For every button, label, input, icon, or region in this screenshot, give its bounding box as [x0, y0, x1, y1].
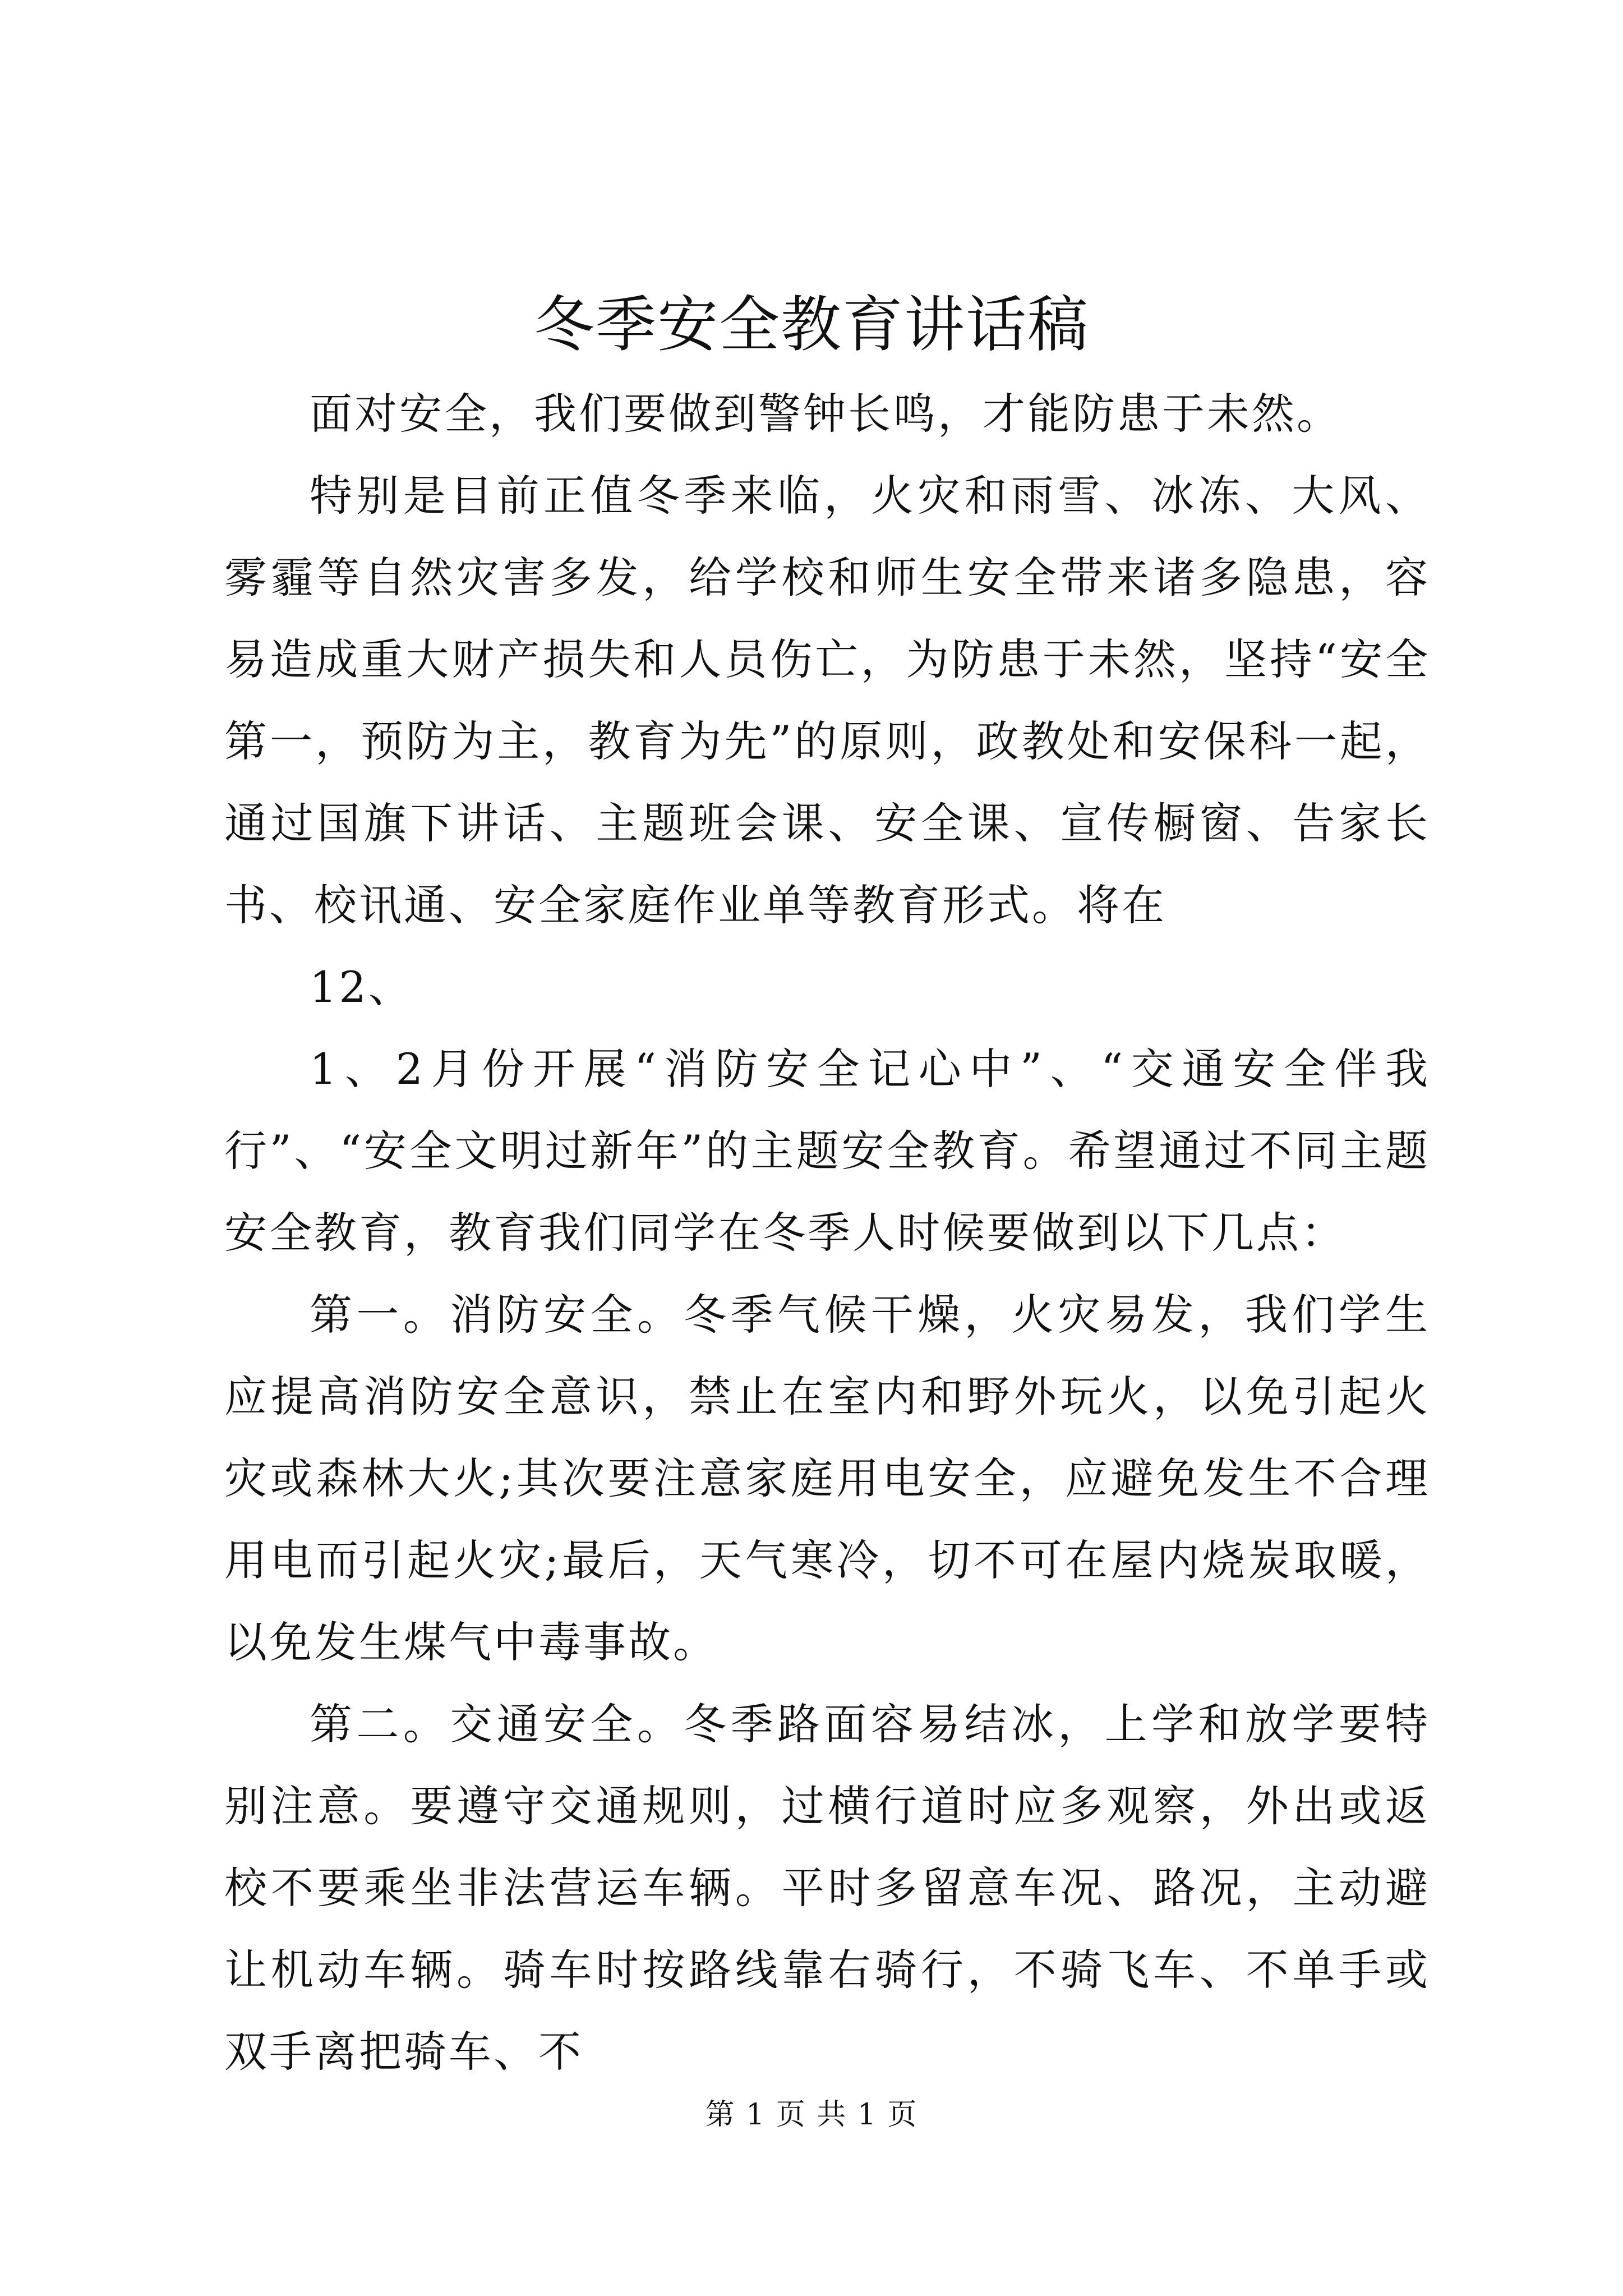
paragraph-background: 特别是目前正值冬季来临，火灾和雨雪、冰冻、大风、雾霾等自然灾害多发，给学校和师生安全带来诸多隐患，容易造成重大财产损失和人员伤亡，为防患于未然，坚持“安全第一，预防为主，教育为先”的原则，政教处和安保科一起，通过国旗下讲话、主题班会课、安全课、宣传橱窗、告家长书、校讯通、安全家庭作业单等教育形式。将在	[224, 471, 1430, 930]
paragraph-intro: 面对安全，我们要做到警钟长鸣，才能防患于未然。	[310, 389, 1341, 439]
document-body	[224, 373, 1430, 2093]
page-footer: 第 1 页 共 1 页	[705, 2098, 918, 2132]
paragraph-fire-safety: 第一。消防安全。冬季气候干燥，火灾易发，我们学生应提高消防安全意识，禁止在室内和野外玩火，以免引起火灾或森林大火;其次要注意家庭用电安全，应避免发生不合理用电而引起火灾;最后，天气寒冷，切不可在屋内烧炭取暖，以免发生煤气中毒事故。	[224, 1290, 1430, 1667]
paragraph-themes: 1、2月份开展“消防安全记心中”、“交通安全伴我行”、“安全文明过新年”的主题安全教育。希望通过不同主题安全教育，教育我们同学在冬季人时候要做到以下几点：	[224, 1044, 1430, 1258]
paragraph-traffic-safety: 第二。交通安全。冬季路面容易结冰，上学和放学要特别注意。要遵守交通规则，过横行道时应多观察，外出或返校不要乘坐非法营运车辆。平时多留意车况、路况，主动避让机动车辆。骑车时按路线靠右骑行，不骑飞车、不单手或双手离把骑车、不	[224, 1699, 1430, 2077]
paragraph-month-fragment: 12、	[310, 962, 413, 1012]
document-title: 冬季安全教育讲话稿	[533, 290, 1089, 360]
